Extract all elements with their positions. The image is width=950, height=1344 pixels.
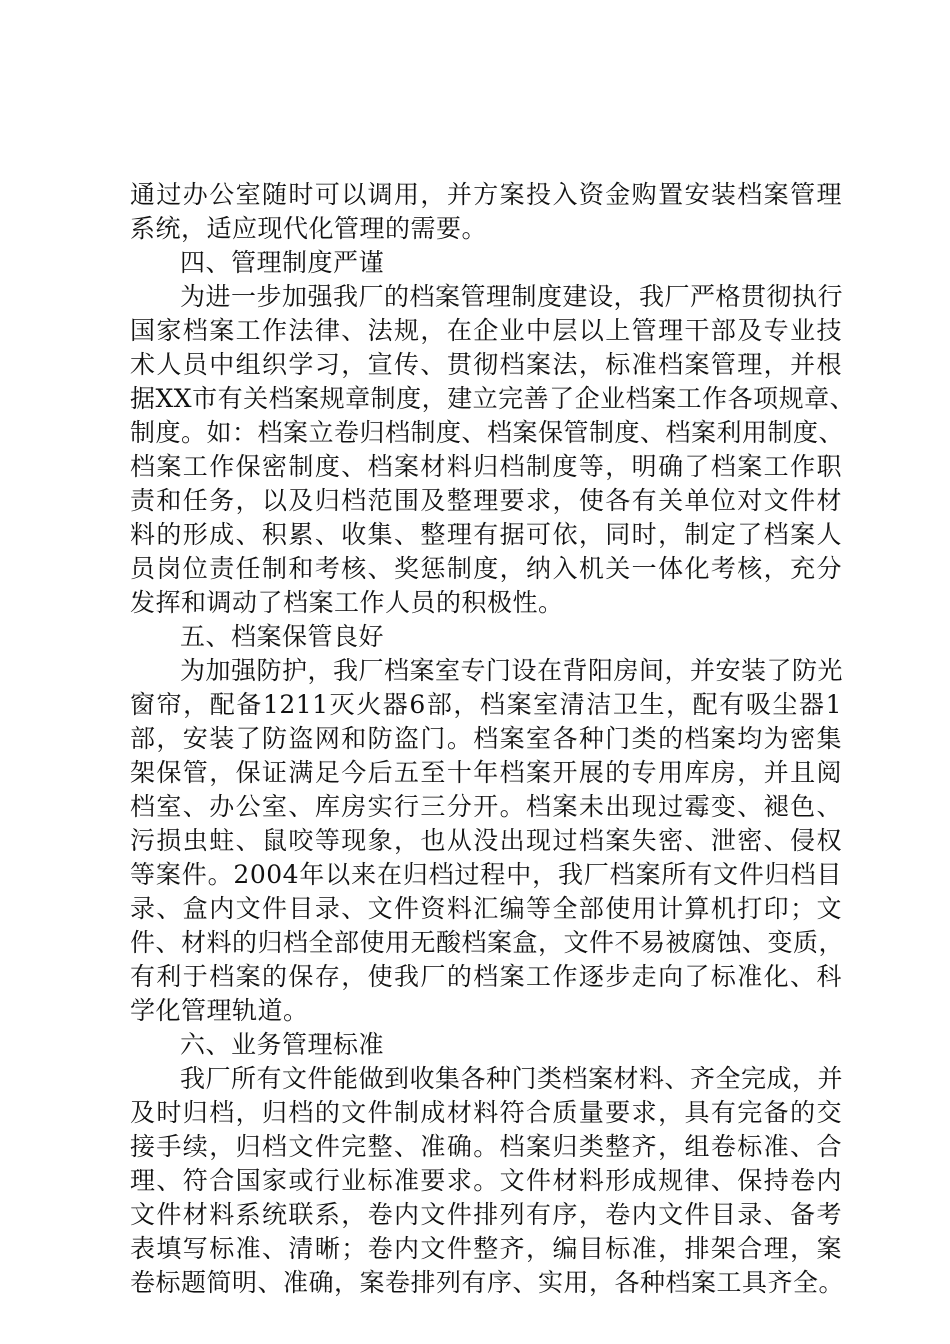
- body-text-line: 档案工作保密制度、档案材料归档制度等，明确了档案工作职: [130, 452, 842, 481]
- body-text-line: 通过办公室随时可以调用，并方案投入资金购置安装档案管理: [130, 180, 842, 209]
- section-heading: 六、业务管理标准: [180, 1030, 385, 1059]
- section-heading: 五、档案保管良好: [180, 622, 385, 651]
- body-text-line: 档室、办公室、库房实行三分开。档案未出现过霉变、褪色、: [130, 792, 842, 821]
- body-text-line: 员岗位责任制和考核、奖惩制度，纳入机关一体化考核，充分: [130, 554, 842, 583]
- body-text-line: 接手续，归档文件完整、准确。档案归类整齐，组卷标准、合: [130, 1132, 842, 1161]
- paragraph-first-line: 我厂所有文件能做到收集各种门类档案材料、齐全完成，并: [180, 1064, 844, 1093]
- body-text-line: 表填写标准、清晰；卷内文件整齐，编目标准，排架合理，案: [130, 1234, 842, 1263]
- body-text-line: 有利于档案的保存，使我厂的档案工作逐步走向了标准化、科: [130, 962, 842, 991]
- body-text-line: 污损虫蛀、鼠咬等现象，也从没出现过档案失密、泄密、侵权: [130, 826, 842, 855]
- body-text-line: 卷标题简明、准确，案卷排列有序、实用，各种档案工具齐全。: [130, 1268, 845, 1297]
- body-text-line: 料的形成、积累、收集、整理有据可依，同时，制定了档案人: [130, 520, 842, 549]
- body-text-line: 国家档案工作法律、法规，在企业中层以上管理干部及专业技: [130, 316, 842, 345]
- body-text-line: 学化管理轨道。: [130, 996, 309, 1025]
- body-text-line: 及时归档，归档的文件制成材料符合质量要求，具有完备的交: [130, 1098, 842, 1127]
- section-heading: 四、管理制度严谨: [180, 248, 385, 277]
- body-text-line: 部，安装了防盗网和防盗门。档案室各种门类的档案均为密集: [130, 724, 842, 753]
- body-text-line: 责和任务，以及归档范围及整理要求，使各有关单位对文件材: [130, 486, 842, 515]
- paragraph-first-line: 为进一步加强我厂的档案管理制度建设，我厂严格贯彻执行: [180, 282, 844, 311]
- body-text-line: 理、符合国家或行业标准要求。文件材料形成规律、保持卷内: [130, 1166, 842, 1195]
- body-text-line: 架保管，保证满足今后五至十年档案开展的专用库房，并且阅: [130, 758, 842, 787]
- body-text-line: 发挥和调动了档案工作人员的积极性。: [130, 588, 564, 617]
- body-text-line: 制度。如：档案立卷归档制度、档案保管制度、档案利用制度、: [130, 418, 845, 447]
- body-text-line: 文件材料系统联系，卷内文件排列有序，卷内文件目录、备考: [130, 1200, 842, 1229]
- body-text-line: 据XX市有关档案规章制度，建立完善了企业档案工作各项规章、: [130, 384, 856, 413]
- paragraph-first-line: 为加强防护，我厂档案室专门设在背阳房间，并安装了防光: [180, 656, 844, 685]
- body-text-line: 录、盒内文件目录、文件资料汇编等全部使用计算机打印；文: [130, 894, 842, 923]
- body-text-line: 件、材料的归档全部使用无酸档案盒，文件不易被腐蚀、变质，: [130, 928, 845, 957]
- body-text-line: 系统，适应现代化管理的需要。: [130, 214, 488, 243]
- body-text-line: 窗帘，配备1211灭火器6部，档案室清洁卫生，配有吸尘器1: [130, 690, 842, 719]
- body-text-line: 术人员中组织学习，宣传、贯彻档案法，标准档案管理，并根: [130, 350, 842, 379]
- body-text-line: 等案件。2004年以来在归档过程中，我厂档案所有文件归档目: [130, 860, 842, 889]
